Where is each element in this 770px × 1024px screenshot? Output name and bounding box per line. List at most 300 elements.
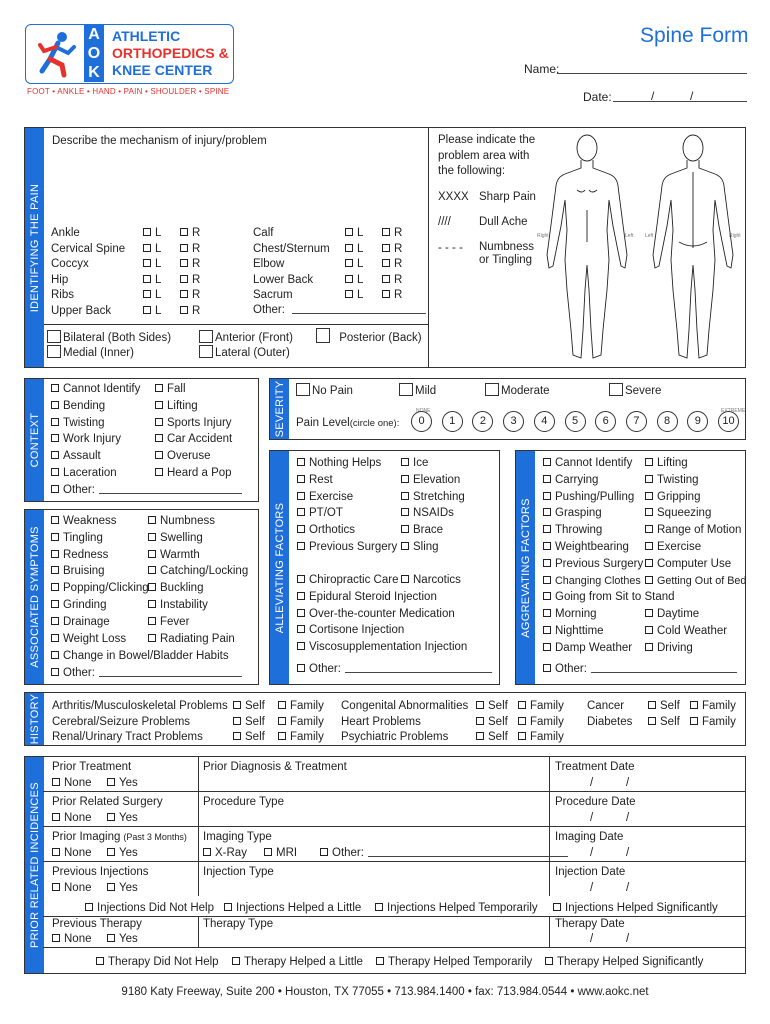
aggravate-twisting-checkbox[interactable] [645,475,653,483]
history-congenital-abnormalities-family[interactable]: Family [518,699,564,713]
symptom-popping-clicking-checkbox[interactable] [51,583,59,591]
pain-level-2[interactable]: 2 [472,411,493,432]
aggravate-weightbearing-checkbox[interactable] [543,542,551,550]
history-cerebral-seizure-problems-self[interactable]: Self [233,715,265,729]
alleviate-elevation-checkbox[interactable] [401,475,409,483]
body-part-chest-sternum-right-checkbox[interactable] [382,244,390,252]
body-part-sacrum-left-checkbox[interactable] [345,290,353,298]
body-part-elbow-left-checkbox[interactable] [345,259,353,267]
aggravate-damp-weather-checkbox[interactable] [543,643,551,651]
alleviate-exercise[interactable]: Exercise [297,490,353,504]
body-part-ankle-right-checkbox[interactable] [180,228,188,236]
history-cerebral-seizure-problems-self-checkbox[interactable] [233,717,241,725]
body-part-ribs-right[interactable]: R [180,288,200,302]
history-renal-urinary-tract-problems-self[interactable]: Self [233,730,265,744]
aggravate-gripping-checkbox[interactable] [645,492,653,500]
aggravate-throwing-checkbox[interactable] [543,525,551,533]
alleviate-epidural-steroid-injection-checkbox[interactable] [297,592,305,600]
symptom-weakness-checkbox[interactable] [51,516,59,524]
body-part-hip-right-checkbox[interactable] [180,275,188,283]
body-part-sacrum-right[interactable]: R [382,288,402,302]
severity-moderate[interactable]: Moderate [485,383,550,398]
history-psychiatric-problems-family[interactable]: Family [518,730,564,744]
aggravate-carrying-checkbox[interactable] [543,475,551,483]
aggravate-throwing[interactable]: Throwing [543,523,602,537]
alleviate-stretching-checkbox[interactable] [401,492,409,500]
context-cannot-identify-checkbox[interactable] [51,384,59,392]
alleviate-pt-ot-checkbox[interactable] [297,508,305,516]
pain-level-3[interactable]: 3 [503,411,524,432]
aggravate-morning-checkbox[interactable] [543,609,551,617]
history-arthritis-musculoskeletal-problems-self[interactable]: Self [233,699,265,713]
alleviate-brace[interactable]: Brace [401,523,443,537]
aggravate-lifting-checkbox[interactable] [645,458,653,466]
aggravate-weightbearing[interactable]: Weightbearing [543,540,629,554]
context-other[interactable]: Other: [51,483,242,497]
name-field[interactable] [557,62,747,74]
prior-injections-none-checkbox[interactable] [52,883,60,891]
alleviate-ice[interactable]: Ice [401,456,428,470]
symptom-weight-loss-checkbox[interactable] [51,634,59,642]
date-field[interactable] [613,90,747,102]
therapy-result-therapy-did-not-help-checkbox[interactable] [96,957,104,965]
prior-injections-none[interactable]: None [52,881,92,895]
history-heart-problems-self[interactable]: Self [476,715,508,729]
pain-level-1[interactable]: 1 [442,411,463,432]
body-part-lower-back-right[interactable]: R [382,273,402,287]
imaging-xray[interactable]: X-Ray [203,846,247,860]
body-part-chest-sternum-right[interactable]: R [382,242,402,256]
body-part-calf-left-checkbox[interactable] [345,228,353,236]
pain-level-8[interactable]: 8 [657,411,678,432]
injection-result-injections-did-not-help-checkbox[interactable] [85,903,93,911]
aggravate-daytime-checkbox[interactable] [645,609,653,617]
alleviate-sling[interactable]: Sling [401,540,439,554]
prior-treatment-none-checkbox[interactable] [52,778,60,786]
aggravate-squeezing[interactable]: Squeezing [645,506,711,520]
body-part-calf-right[interactable]: R [382,226,402,240]
bilateral-checkbox[interactable] [47,330,61,343]
aggravate-lifting[interactable]: Lifting [645,456,688,470]
alleviate-epidural-steroid-injection[interactable]: Epidural Steroid Injection [297,590,437,604]
body-part-coccyx-left-checkbox[interactable] [143,259,151,267]
aggravate-morning[interactable]: Morning [543,607,597,621]
body-part-sacrum-right-checkbox[interactable] [382,290,390,298]
body-part-hip: Hip [51,273,69,286]
aggravate-gripping[interactable]: Gripping [645,490,700,504]
context-heard-a-pop[interactable]: Heard a Pop [155,466,232,480]
context-overuse[interactable]: Overuse [155,449,210,463]
history-heart-problems-family-checkbox[interactable] [518,717,526,725]
alleviate-nsaids-checkbox[interactable] [401,508,409,516]
aggravate-nighttime[interactable]: Nighttime [543,624,604,638]
medial-option[interactable]: Medial (Inner) [47,345,134,360]
body-part-hip-left[interactable]: L [143,273,161,287]
symptom-bruising-checkbox[interactable] [51,566,59,574]
aggravate-computer-use-checkbox[interactable] [645,559,653,567]
body-part-sacrum-left[interactable]: L [345,288,363,302]
alleviate-exercise-checkbox[interactable] [297,492,305,500]
aggravate-pushing-pulling[interactable]: Pushing/Pulling [543,490,634,504]
alleviate-chiropractic-care-checkbox[interactable] [297,575,305,583]
alleviate-narcotics-checkbox[interactable] [401,575,409,583]
body-part-cervical-spine-left-checkbox[interactable] [143,244,151,252]
history-renal-urinary-tract-problems-family-checkbox[interactable] [278,732,286,740]
history-psychiatric-problems-self-checkbox[interactable] [476,732,484,740]
runner-icon [32,29,80,79]
body-part-chest-sternum-left[interactable]: L [345,242,363,256]
body-part-elbow-right-checkbox[interactable] [382,259,390,267]
therapy-result-therapy-helped-significantly[interactable]: Therapy Helped Significantly [545,955,703,969]
context-lifting-checkbox[interactable] [155,401,163,409]
prior-imaging-yes[interactable]: Yes [107,846,138,860]
aggravate-changing-clothes[interactable]: Changing Clothes [543,574,641,588]
other-field[interactable] [292,304,426,314]
severity-mild[interactable]: Mild [399,383,436,398]
symptom-swelling-checkbox[interactable] [148,533,156,541]
pain-level-10[interactable]: 10 [718,411,739,432]
body-part-hip-right[interactable]: R [180,273,200,287]
symptom-instability[interactable]: Instability [148,598,208,612]
alleviate-rest[interactable]: Rest [297,473,333,487]
history-heart-problems-self-checkbox[interactable] [476,717,484,725]
context-bending[interactable]: Bending [51,399,105,413]
body-part-cervical-spine-right[interactable]: R [180,242,200,256]
imaging-other[interactable]: Other: [320,846,568,860]
aggravate-getting-out-of-bed-checkbox[interactable] [645,576,653,584]
symptom-radiating-pain-checkbox[interactable] [148,634,156,642]
body-back-figure[interactable] [643,130,743,365]
symptom-drainage-checkbox[interactable] [51,617,59,625]
lateral-option[interactable]: Lateral (Outer) [199,345,290,360]
alleviate-narcotics[interactable]: Narcotics [401,573,461,587]
body-part-upper-back-left-checkbox[interactable] [143,306,151,314]
history-diabetes-self[interactable]: Self [648,715,680,729]
aggravate-daytime[interactable]: Daytime [645,607,699,621]
severity-no-pain[interactable]: No Pain [296,383,353,398]
history-diabetes-family[interactable]: Family [690,715,736,729]
symptom-buckling[interactable]: Buckling [148,581,203,595]
body-part-ankle-left-checkbox[interactable] [143,228,151,236]
severity-severe-checkbox[interactable] [609,383,623,396]
context-bending-checkbox[interactable] [51,401,59,409]
prior-injections-yes-checkbox[interactable] [107,883,115,891]
aggravate-damp-weather[interactable]: Damp Weather [543,641,632,655]
therapy-result-therapy-did-not-help[interactable]: Therapy Did Not Help [96,955,219,969]
context-car-accident[interactable]: Car Accident [155,432,232,446]
alleviate-viscosupplementation-injection[interactable]: Viscosupplementation Injection [297,640,467,654]
context-fall[interactable]: Fall [155,382,186,396]
body-part-cervical-spine-left[interactable]: L [143,242,161,256]
therapy-result-therapy-helped-significantly-checkbox[interactable] [545,957,553,965]
body-part-coccyx-left[interactable]: L [143,257,161,271]
context-twisting-checkbox[interactable] [51,418,59,426]
body-part-hip-left-checkbox[interactable] [143,275,151,283]
prior-therapy-none-checkbox[interactable] [52,934,60,942]
injection-result-injections-helped-temporarily[interactable]: Injections Helped Temporarily [375,901,538,915]
anterior-checkbox[interactable] [199,330,213,343]
symptom-swelling[interactable]: Swelling [148,531,203,545]
context-assault-checkbox[interactable] [51,451,59,459]
context-work-injury[interactable]: Work Injury [51,432,121,446]
prior-imaging-yes-checkbox[interactable] [107,848,115,856]
symptom-tingling[interactable]: Tingling [51,531,103,545]
therapy-result-therapy-helped-a-little-checkbox[interactable] [232,957,240,965]
alleviate-previous-surgery[interactable]: Previous Surgery [297,540,397,554]
symptom-weight-loss[interactable]: Weight Loss [51,632,126,646]
context-laceration[interactable]: Laceration [51,466,117,480]
symptom-numbness[interactable]: Numbness [148,514,215,528]
aggravate-changing-clothes-checkbox[interactable] [543,576,551,584]
alleviate-nothing-helps-checkbox[interactable] [297,458,305,466]
history-diabetes-family-checkbox[interactable] [690,717,698,725]
prior-surgery-yes-checkbox[interactable] [107,813,115,821]
alleviate-orthotics[interactable]: Orthotics [297,523,355,537]
alleviate-brace-checkbox[interactable] [401,525,409,533]
aggravate-computer-use[interactable]: Computer Use [645,557,731,571]
injection-result-injections-helped-significantly[interactable]: Injections Helped Significantly [553,901,718,915]
context-twisting[interactable]: Twisting [51,416,105,430]
alleviate-over-the-counter-medication-checkbox[interactable] [297,609,305,617]
history-cancer-family-checkbox[interactable] [690,701,698,709]
context-heard-a-pop-checkbox[interactable] [155,468,163,476]
body-part-lower-back-left-checkbox[interactable] [345,275,353,283]
therapy-result-therapy-helped-temporarily-checkbox[interactable] [376,957,384,965]
history-cerebral-seizure-problems-family[interactable]: Family [278,715,324,729]
imaging-xray-checkbox[interactable] [203,848,211,856]
body-part-chest-sternum-left-checkbox[interactable] [345,244,353,252]
prior-injections-yes[interactable]: Yes [107,881,138,895]
body-part-ankle-right[interactable]: R [180,226,200,240]
imaging-other-field[interactable] [368,847,568,857]
imaging-mri-checkbox[interactable] [264,848,272,856]
context-car-accident-checkbox[interactable] [155,434,163,442]
aggravate-grasping[interactable]: Grasping [543,506,602,520]
symptom-buckling-checkbox[interactable] [148,583,156,591]
history-cancer-self-checkbox[interactable] [648,701,656,709]
symptom-fever-checkbox[interactable] [148,617,156,625]
symptom-grinding-checkbox[interactable] [51,600,59,608]
aggravate-squeezing-checkbox[interactable] [645,508,653,516]
alleviate-cortisone-injection[interactable]: Cortisone Injection [297,623,404,637]
alleviate-viscosupplementation-injection-checkbox[interactable] [297,642,305,650]
body-part-lower-back-left[interactable]: L [345,273,363,287]
alleviate-pt-ot[interactable]: PT/OT [297,506,343,520]
body-part-coccyx-right[interactable]: R [180,257,200,271]
imaging-mri[interactable]: MRI [264,846,297,860]
history-congenital-abnormalities-self-checkbox[interactable] [476,701,484,709]
aggravate-cannot-identify-checkbox[interactable] [543,458,551,466]
symptom-bruising[interactable]: Bruising [51,564,105,578]
body-part-lower-back-right-checkbox[interactable] [382,275,390,283]
therapy-result-therapy-helped-a-little[interactable]: Therapy Helped a Little [232,955,363,969]
history-cerebral-seizure-problems-family-checkbox[interactable] [278,717,286,725]
body-part-elbow-right[interactable]: R [382,257,402,271]
prior-imaging-none-checkbox[interactable] [52,848,60,856]
body-part-ribs-left-checkbox[interactable] [143,290,151,298]
alleviate-elevation[interactable]: Elevation [401,473,460,487]
associated-bowel[interactable]: Change in Bowel/Bladder Habits [51,649,229,663]
aggravate-carrying[interactable]: Carrying [543,473,598,487]
alleviate-ice-checkbox[interactable] [401,458,409,466]
symptom-warmth[interactable]: Warmth [148,548,200,562]
body-part-cervical-spine: Cervical Spine [51,242,126,255]
alleviate-previous-surgery-checkbox[interactable] [297,542,305,550]
context-work-injury-checkbox[interactable] [51,434,59,442]
injection-result-injections-did-not-help[interactable]: Injections Did Not Help [85,901,214,915]
alleviate-chiropractic-care[interactable]: Chiropractic Care [297,573,398,587]
alleviate-rest-checkbox[interactable] [297,475,305,483]
history-renal-urinary-tract-problems-family[interactable]: Family [278,730,324,744]
prior-surgery-none[interactable]: None [52,811,92,825]
symptom-warmth-checkbox[interactable] [148,550,156,558]
symptom-tingling-checkbox[interactable] [51,533,59,541]
history-diabetes-self-checkbox[interactable] [648,717,656,725]
context-cannot-identify[interactable]: Cannot Identify [51,382,140,396]
body-part-calf-left[interactable]: L [345,226,363,240]
bilateral-option[interactable]: Bilateral (Both Sides) [47,330,171,345]
history-psychiatric-problems-self[interactable]: Self [476,730,508,744]
aggravate-driving-checkbox[interactable] [645,643,653,651]
body-part-upper-back-right-checkbox[interactable] [180,306,188,314]
aggravate-cold-weather[interactable]: Cold Weather [645,624,727,638]
alleviate-cortisone-injection-checkbox[interactable] [297,625,305,633]
aggravate-getting-out-of-bed[interactable]: Getting Out of Bed [645,574,746,588]
history-congenital-abnormalities-self[interactable]: Self [476,699,508,713]
symptom-grinding[interactable]: Grinding [51,598,106,612]
history-arthritis-musculoskeletal-problems-self-checkbox[interactable] [233,701,241,709]
symptom-fever[interactable]: Fever [148,615,189,629]
aggravate-grasping-checkbox[interactable] [543,508,551,516]
body-part-ribs-right-checkbox[interactable] [180,290,188,298]
symptom-popping-clicking[interactable]: Popping/Clicking [51,581,149,595]
prior-therapy-yes[interactable]: Yes [107,932,138,946]
aggravate-previous-surgery[interactable]: Previous Surgery [543,557,643,571]
context-laceration-checkbox[interactable] [51,468,59,476]
pain-level-6[interactable]: 6 [595,411,616,432]
symptom-catching-locking[interactable]: Catching/Locking [148,564,248,578]
alleviate-nsaids[interactable]: NSAIDs [401,506,454,520]
injection-result-injections-helped-significantly-checkbox[interactable] [553,903,561,911]
prior-imaging-none[interactable]: None [52,846,92,860]
injection-result-injections-helped-a-little[interactable]: Injections Helped a Little [224,901,361,915]
body-part-upper-back-left[interactable]: L [143,304,161,318]
aggravate-previous-surgery-checkbox[interactable] [543,559,551,567]
body-part-ribs-left[interactable]: L [143,288,161,302]
prior-therapy-none[interactable]: None [52,932,92,946]
symptom-drainage[interactable]: Drainage [51,615,110,629]
context-assault[interactable]: Assault [51,449,101,463]
body-part-upper-back-right[interactable]: R [180,304,200,318]
history-arthritis-musculoskeletal-problems-family[interactable]: Family [278,699,324,713]
aggravate-sit-to-stand-checkbox[interactable] [543,592,551,600]
body-part-elbow-left[interactable]: L [345,257,363,271]
prior-surgery-yes[interactable]: Yes [107,811,138,825]
aggravating-other[interactable]: Other: [543,662,737,676]
prior-therapy-yes-checkbox[interactable] [107,934,115,942]
symptom-redness[interactable]: Redness [51,548,108,562]
aggravate-pushing-pulling-checkbox[interactable] [543,492,551,500]
context-sports-injury[interactable]: Sports Injury [155,416,232,430]
body-part-cervical-spine-right-checkbox[interactable] [180,244,188,252]
context-overuse-checkbox[interactable] [155,451,163,459]
severity-no-pain-checkbox[interactable] [296,383,310,396]
prior-treatment-yes[interactable]: Yes [107,776,138,790]
therapy-result-therapy-helped-temporarily[interactable]: Therapy Helped Temporarily [376,955,532,969]
imaging-other-checkbox[interactable] [320,848,328,856]
alleviating-other[interactable]: Other: [297,662,492,676]
aggravate-exercise[interactable]: Exercise [645,540,701,554]
associated-other[interactable]: Other: [51,666,242,680]
history-cancer-family[interactable]: Family [690,699,736,713]
prior-treatment-yes-checkbox[interactable] [107,778,115,786]
aggravate-range-of-motion[interactable]: Range of Motion [645,523,741,537]
aggravate-sit-to-stand[interactable]: Going from Sit to Stand [543,590,675,604]
body-part-ankle-left[interactable]: L [143,226,161,240]
aggravate-cannot-identify[interactable]: Cannot Identify [543,456,632,470]
alleviate-orthotics-checkbox[interactable] [297,525,305,533]
history-cancer-self[interactable]: Self [648,699,680,713]
anterior-option[interactable]: Anterior (Front) [199,330,293,345]
pain-level-4[interactable]: 4 [534,411,555,432]
aggravate-range-of-motion-checkbox[interactable] [645,525,653,533]
symptom-weakness[interactable]: Weakness [51,514,116,528]
lateral-checkbox[interactable] [199,345,213,358]
symptom-instability-checkbox[interactable] [148,600,156,608]
alleviate-over-the-counter-medication[interactable]: Over-the-counter Medication [297,607,455,621]
prior-surgery-none-checkbox[interactable] [52,813,60,821]
injection-result-injections-helped-temporarily-checkbox[interactable] [375,903,383,911]
history-congenital-abnormalities-family-checkbox[interactable] [518,701,526,709]
body-front-figure[interactable] [537,130,637,365]
aggravate-cold-weather-checkbox[interactable] [645,626,653,634]
severity-severe[interactable]: Severe [609,383,661,398]
alleviate-sling-checkbox[interactable] [401,542,409,550]
pain-level-7[interactable]: 7 [626,411,647,432]
alleviate-stretching[interactable]: Stretching [401,490,465,504]
history-arthritis-musculoskeletal-problems-family-checkbox[interactable] [278,701,286,709]
context-lifting[interactable]: Lifting [155,399,198,413]
severity-moderate-checkbox[interactable] [485,383,499,396]
aggravate-driving[interactable]: Driving [645,641,693,655]
history-psychiatric-problems-family-checkbox[interactable] [518,732,526,740]
prior-treatment-none[interactable]: None [52,776,92,790]
medial-checkbox[interactable] [47,345,61,358]
aggravate-exercise-checkbox[interactable] [645,542,653,550]
context-label: CONTEXT [28,412,41,468]
pain-level-0[interactable]: 0 [411,411,432,432]
symptom-numbness-checkbox[interactable] [148,516,156,524]
context-sports-injury-checkbox[interactable] [155,418,163,426]
posterior-option[interactable]: Posterior (Back) [316,328,422,345]
symptom-catching-locking-checkbox[interactable] [148,566,156,574]
pain-level-5[interactable]: 5 [565,411,586,432]
severity-mild-checkbox[interactable] [399,383,413,396]
context-fall-checkbox[interactable] [155,384,163,392]
body-part-coccyx-right-checkbox[interactable] [180,259,188,267]
symptom-radiating-pain[interactable]: Radiating Pain [148,632,235,646]
injection-result-injections-helped-a-little-checkbox[interactable] [224,903,232,911]
pain-level-9[interactable]: 9 [687,411,708,432]
history-renal-urinary-tract-problems-self-checkbox[interactable] [233,732,241,740]
symptom-redness-checkbox[interactable] [51,550,59,558]
aggravate-nighttime-checkbox[interactable] [543,626,551,634]
aggravate-twisting[interactable]: Twisting [645,473,699,487]
body-part-calf-right-checkbox[interactable] [382,228,390,236]
posterior-checkbox[interactable] [316,328,330,343]
history-heart-problems-family[interactable]: Family [518,715,564,729]
alleviate-nothing-helps[interactable]: Nothing Helps [297,456,381,470]
